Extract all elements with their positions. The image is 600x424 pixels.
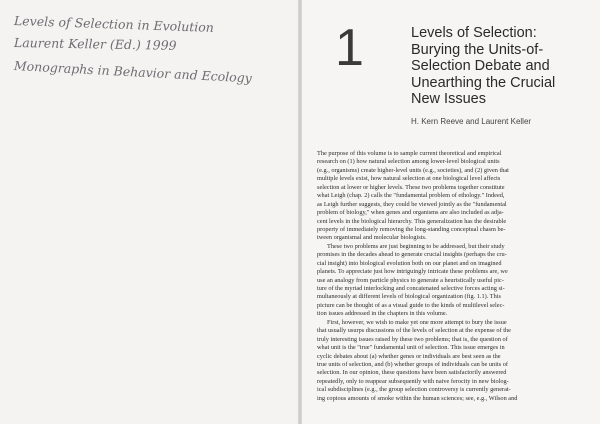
- body-text-line: (e.g., organisms) create higher-level units (e.g., societies), and (2) given that: [317, 166, 509, 174]
- handwritten-note: [13, 12, 294, 86]
- handwritten-line: Laurent Keller (Ed.) 1999: [13, 35, 177, 53]
- body-text-line: cent levels in the biological hierarchy. This generalization has the desirable: [317, 217, 507, 225]
- chapter-title-line: Burying the Units-of-: [411, 41, 544, 58]
- body-text-line: as Leigh further suggests, they could be viewed jointly as the "fundamental: [317, 200, 507, 208]
- body-text-line: planets. To appreciate just how intriguingly intricate these problems are, we: [317, 268, 508, 276]
- body-text-line: research on (1) how natural selection among lower-level biological units: [317, 158, 500, 166]
- body-text-line: cial insight) into biological evolution both on our planet and on imagined: [317, 259, 502, 267]
- chapter-number: 1: [335, 19, 364, 77]
- body-text-line: what Leigh (chap. 2) calls the "fundamental problem of ethology." Indeed,: [317, 192, 505, 200]
- handwritten-line: Levels of Selection in Evolution: [13, 13, 215, 35]
- body-text-line: what unit is the "true" fundamental unit of selection. This issue emerges in: [317, 344, 505, 352]
- body-text-line: picture can be thought of as a visual guide to the kinds of multilevel selec-: [317, 301, 505, 309]
- body-text-line: property of immediately removing the long-standing conceptual chasm be-: [317, 225, 506, 233]
- body-text-line: selection. In our opinion, these questions have been satisfactorily answered: [317, 369, 507, 377]
- body-text-line: ical subdisciplines (e.g., the group selection controversy is currently generat-: [317, 386, 511, 394]
- chapter-title: [411, 25, 591, 108]
- body-text-line: cyclic debates about (a) whether genes or individuals are best seen as the: [317, 352, 501, 360]
- body-text-line: These two problems are just beginning to be addressed, but their study: [327, 242, 505, 250]
- chapter-body-text: [317, 150, 591, 403]
- body-text-line: multaneously at different levels of biological organization (fig. 1.1). This: [317, 293, 501, 301]
- body-paragraph: [317, 319, 591, 403]
- chapter-title-line: Unearthing the Crucial: [411, 74, 556, 91]
- body-text-line: selection at lower or higher levels. These two problems together constitute: [317, 183, 505, 191]
- chapter-title-line: Selection Debate and: [411, 58, 550, 74]
- body-paragraph: [317, 243, 591, 319]
- body-text-line: tion issues addressed in the chapters in this volume.: [317, 310, 448, 318]
- body-text-line: true units of selection, and (b) whether groups of individuals can be units of: [317, 360, 508, 368]
- body-text-line: truly interesting issues raised by these two problems; that is, the question of: [317, 335, 508, 343]
- chapter-authors: H. Kern Reeve and Laurent Keller: [411, 117, 532, 126]
- body-text-line: First, however, we wish to make yet one more attempt to bury the issue: [327, 318, 507, 326]
- handwritten-line: Monographs in Behavior and Ecology: [13, 58, 253, 86]
- body-text-line: use an analogy from particle physics to generate a heuristically useful pic-: [317, 276, 504, 284]
- chapter-title-line: New Issues: [411, 91, 486, 107]
- body-text-line: multiple levels exist, how natural selection at one biological level affects: [317, 175, 501, 183]
- body-text-line: tween organismal and molecular biologists.: [317, 234, 427, 242]
- body-paragraph: [317, 150, 591, 243]
- body-text-line: The purpose of this volume is to sample current theoretical and empirical: [317, 150, 502, 157]
- chapter-title-line: Levels of Selection:: [411, 25, 537, 41]
- body-text-line: repeatedly, only to reappear subsequently with naive ferocity in new biolog-: [317, 377, 509, 385]
- body-text-line: ture of the myriad interlocking and concatenated selective forces acting si-: [317, 285, 505, 292]
- body-text-line: promises in the decades ahead to generate crucial insights (perhaps the cru-: [317, 251, 507, 259]
- body-text-line: that usually usurps discussions of the levels of selection at the expense of the: [317, 327, 511, 335]
- body-text-line: ing copious amounts of smoke within the human sciences; see, e.g., Wilson and: [317, 394, 518, 402]
- body-text-line: problem of biology," when genes and organisms are also included as adja-: [317, 209, 504, 217]
